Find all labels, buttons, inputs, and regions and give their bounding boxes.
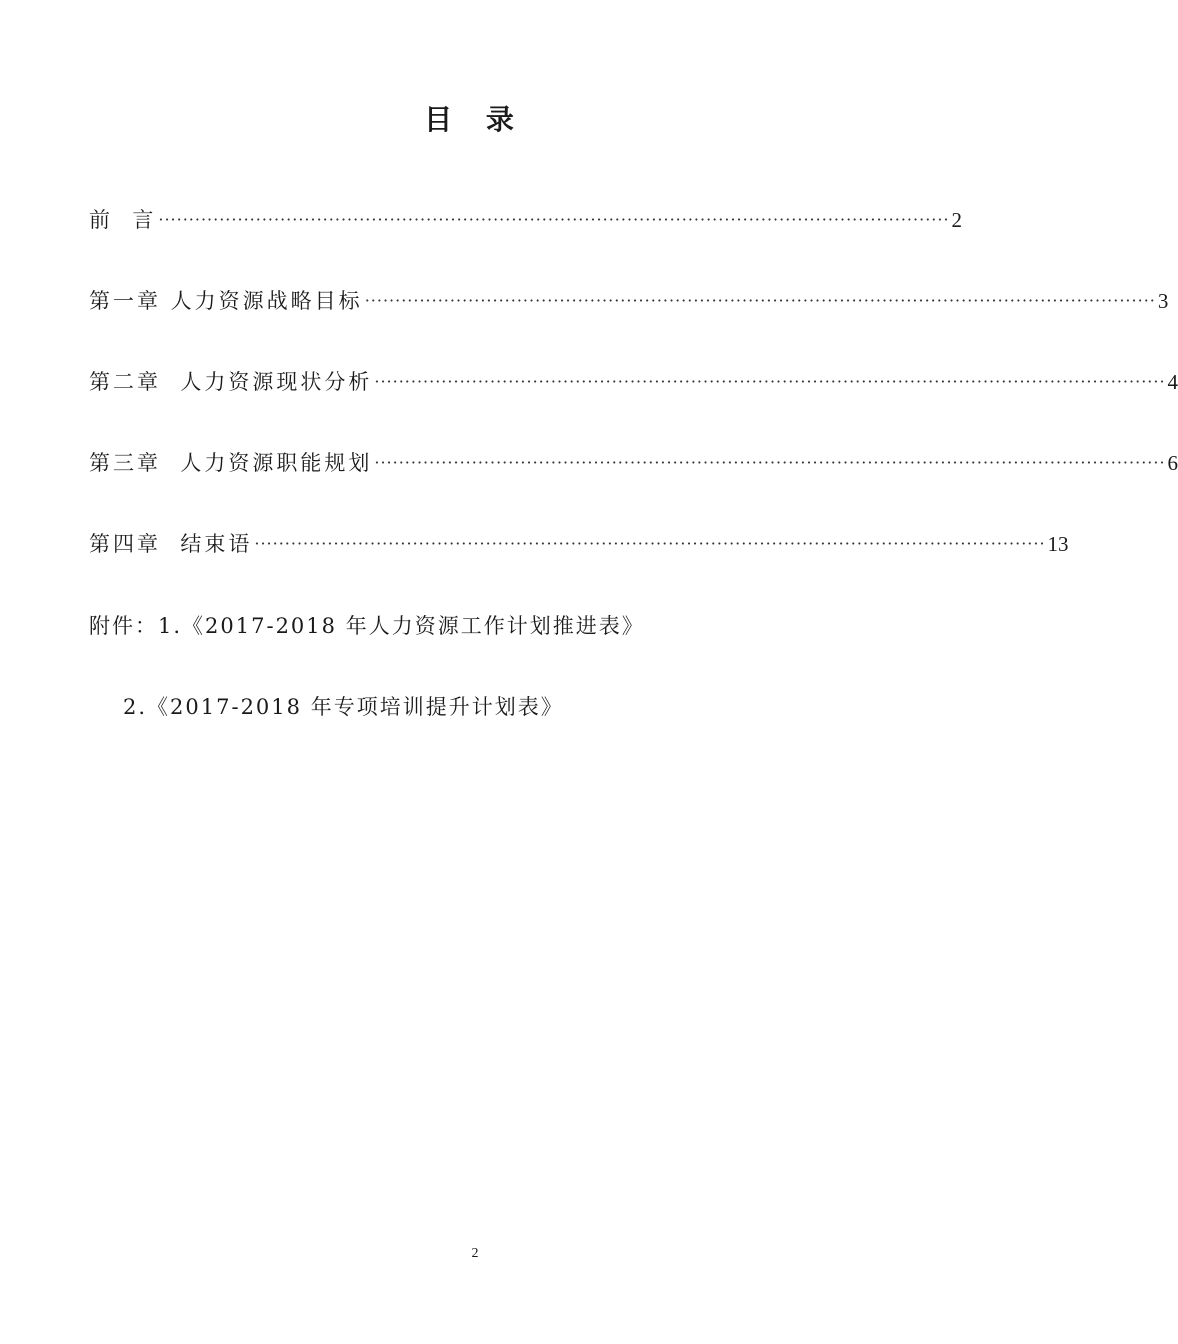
dot-leader: ··································································································································: [374, 372, 1166, 391]
toc-entry-page: 6: [1167, 451, 1178, 475]
toc-entry-page: 2: [951, 208, 963, 232]
toc-entry-chapter-1[interactable]: [89, 284, 1169, 318]
attachment-line-1: [89, 609, 645, 643]
toc-entry-label: 第一章 人力资源战略目标: [89, 289, 363, 313]
attachment-prefix: 附件：: [89, 614, 158, 638]
toc-entry-page: 4: [1167, 370, 1178, 394]
dot-leader: ··································································································································: [254, 534, 1046, 553]
dot-leader: ··································································································································: [158, 210, 950, 229]
attachment-line-2: [123, 690, 564, 724]
toc-entry-chapter-4[interactable]: [89, 527, 1069, 561]
toc-entry-label: 前 言: [89, 208, 157, 232]
toc-entry-label: 第三章 人力资源职能规划: [89, 451, 373, 475]
toc-entry-preface[interactable]: [89, 203, 963, 237]
toc-entry-page: 3: [1157, 289, 1169, 313]
toc-entry-page: 13: [1047, 532, 1069, 556]
dot-leader: ··································································································································: [364, 291, 1156, 310]
toc-entry-chapter-2[interactable]: [89, 365, 1178, 399]
toc-entry-label: 第二章 人力资源现状分析: [89, 370, 373, 394]
page-number: 2: [471, 1246, 479, 1261]
attachment-item[interactable]: 2.《2017-2018 年专项培训提升计划表》: [123, 695, 564, 719]
attachment-item[interactable]: 1.《2017-2018 年人力资源工作计划推进表》: [158, 614, 645, 638]
toc-entry-label: 第四章 结束语: [89, 532, 253, 556]
dot-leader: ··································································································································: [374, 453, 1166, 472]
toc-entry-chapter-3[interactable]: [89, 446, 1178, 480]
toc-title: 目 录: [424, 103, 526, 136]
